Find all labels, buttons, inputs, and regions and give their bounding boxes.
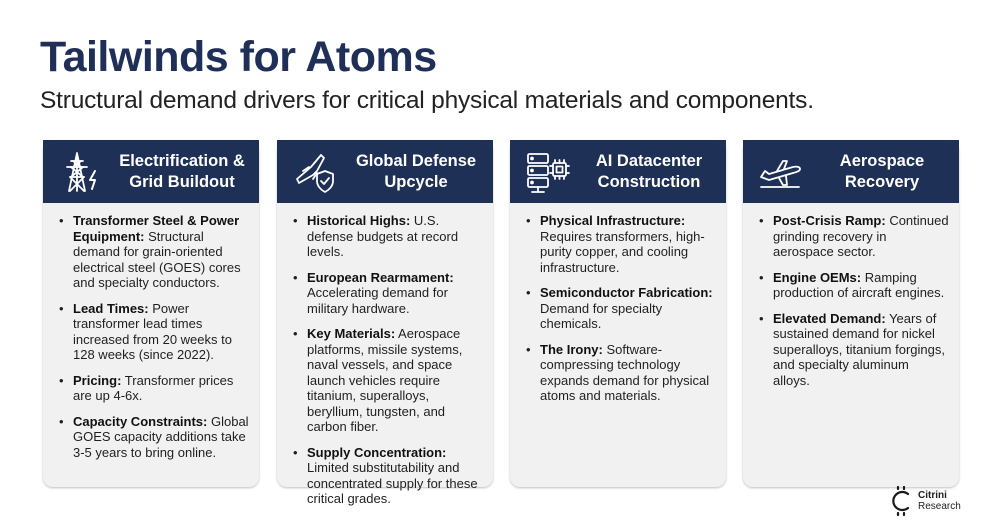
list-item	[291, 326, 483, 435]
point-heading: Post-Crisis Ramp:	[773, 213, 886, 228]
list-item	[291, 213, 483, 260]
card-points	[43, 203, 259, 460]
point-text: Ramping production of aircraft engines.	[773, 269, 945, 300]
point-text: Software-compressing technology expands demand for physical atoms and materials.	[540, 341, 710, 403]
brand-line-1: Citrini	[918, 490, 947, 501]
point-heading: Engine OEMs:	[773, 269, 862, 285]
point-heading: Historical Highs:	[307, 213, 411, 228]
list-item	[757, 311, 949, 389]
card-points	[510, 203, 726, 404]
point-heading: Physical Infrastructure:	[540, 213, 686, 228]
point-text: Global GOES capacity additions take 3-5 years to bring online.	[73, 413, 249, 460]
card-title: Global Defense Upcycle	[355, 151, 477, 191]
card-header	[277, 140, 493, 203]
list-item	[524, 342, 716, 404]
jet-shield-icon	[291, 149, 337, 195]
list-item	[757, 213, 949, 260]
card-defense	[277, 140, 493, 506]
card-header	[510, 140, 726, 203]
card-title: Aerospace Recovery	[839, 151, 925, 191]
list-item	[757, 270, 949, 301]
card-title: Electrification & Grid Buildout	[119, 151, 245, 191]
list-item	[291, 270, 483, 317]
card-title: AI Datacenter Construction	[595, 151, 703, 191]
point-text: Transformer prices are up 4-6x.	[73, 372, 234, 403]
list-item	[291, 445, 483, 507]
server-chip-icon	[524, 149, 570, 195]
card-points	[743, 203, 959, 388]
point-heading: Capacity Constraints:	[73, 413, 208, 429]
page-title: Tailwinds for Atoms	[40, 33, 437, 81]
point-text: Power transformer lead times increased from 20 weeks to 128 weeks (since 2022).	[73, 300, 232, 362]
point-heading: Supply Concentration:	[307, 444, 447, 460]
card-points	[277, 203, 493, 507]
list-item	[57, 414, 249, 461]
transmission-tower-lightning-icon	[57, 149, 103, 195]
brand-line-2: Research	[918, 501, 961, 512]
list-item	[57, 373, 249, 404]
card-header	[43, 140, 259, 203]
point-text: U.S. defense budgets at record levels.	[307, 213, 459, 259]
point-text: Requires transformers, high-purity copper, and cooling infrastructure.	[540, 228, 705, 275]
point-text: Demand for specialty chemicals.	[540, 300, 663, 331]
card-header	[743, 140, 959, 203]
card-aerospace	[743, 140, 959, 487]
brand-logo	[888, 486, 961, 516]
brand-name	[918, 490, 961, 512]
card-electrification	[43, 140, 259, 487]
point-text: Continued grinding recovery in aerospace sector.	[773, 213, 949, 259]
point-heading: Elevated Demand:	[773, 310, 886, 326]
point-text: Limited substitutability and concentrated supply for these critical grades.	[307, 460, 478, 506]
point-heading: Transformer Steel & Power Equipment:	[73, 213, 240, 244]
point-heading: The Irony:	[540, 341, 603, 357]
point-heading: Semiconductor Fabrication:	[540, 285, 713, 300]
list-item	[57, 301, 249, 363]
point-text: Aerospace platforms, missile systems, naval vessels, and space launch vehicles require titanium, superalloys, beryllium, tungsten, and carbon fiber.	[307, 326, 463, 434]
point-heading: Lead Times:	[73, 300, 149, 316]
point-heading: Key Materials:	[307, 326, 396, 341]
card-datacenter	[510, 140, 726, 487]
page-subtitle: Structural demand drivers for critical physical materials and components.	[40, 87, 814, 114]
point-heading: European Rearmament:	[307, 269, 454, 285]
point-text: Structural demand for grain-oriented electrical steel (GOES) cores and specialty conductors.	[73, 228, 241, 290]
list-item	[524, 213, 716, 275]
list-item	[524, 285, 716, 332]
point-heading: Pricing:	[73, 372, 122, 388]
citrini-logo-icon	[888, 486, 914, 516]
point-text: Years of sustained demand for nickel superalloys, titanium forgings, and specialty aluminum alloys.	[773, 310, 945, 388]
list-item	[57, 213, 249, 291]
point-text: Accelerating demand for military hardware.	[307, 285, 448, 316]
airplane-icon	[757, 149, 803, 195]
